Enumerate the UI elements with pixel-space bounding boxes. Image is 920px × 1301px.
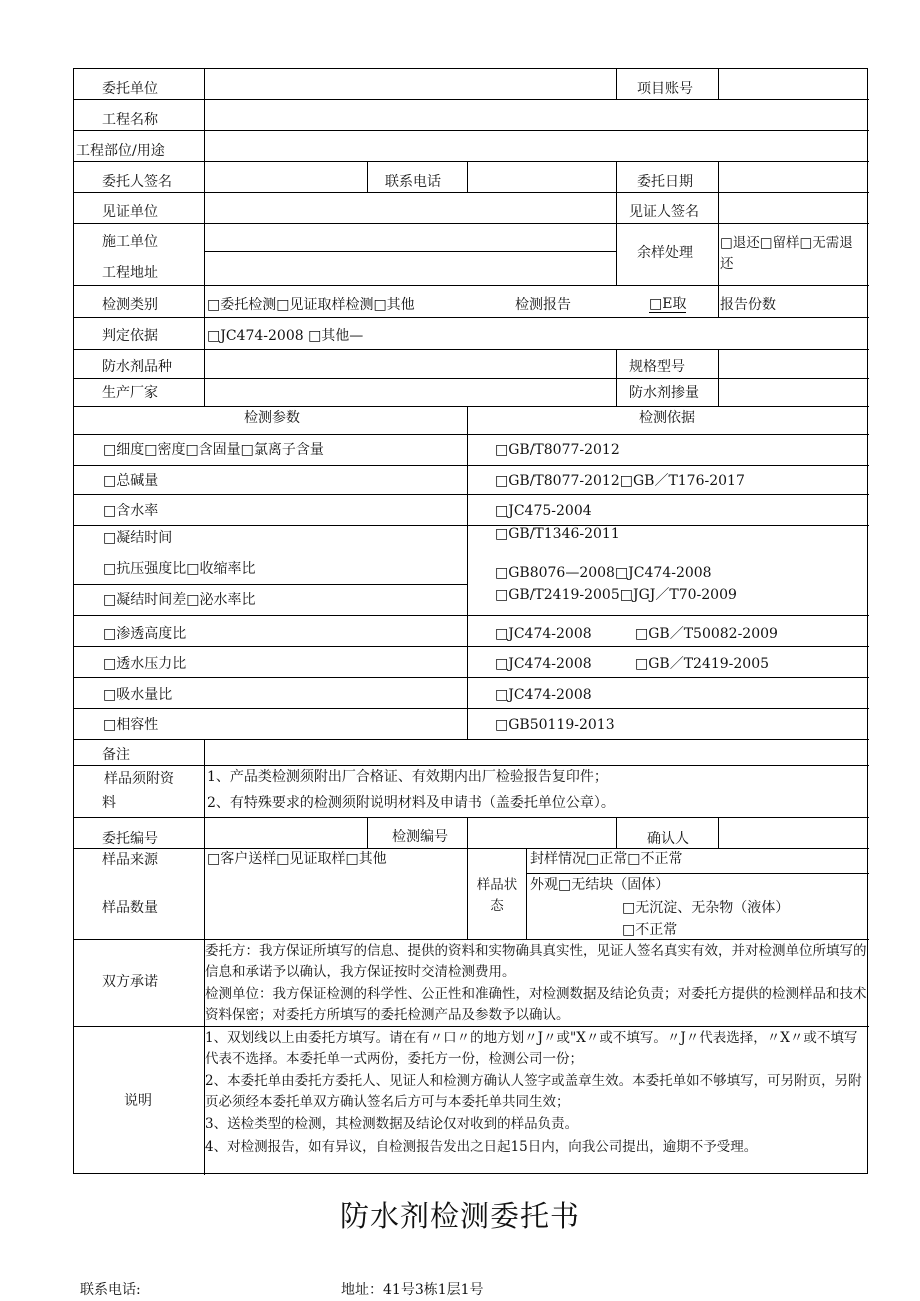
param-row[interactable]: □相容性 [103,717,159,733]
confirm-label: 确认人 [647,831,689,847]
leftover-options[interactable]: □退还□留样□无需退还 [720,235,853,272]
attach-line-1: 1、产品类检测须附出厂合格证、有效期内出厂检验报告复印件； [207,769,608,785]
promise-label: 双方承诺 [102,974,158,990]
source-options[interactable]: □客户送样□见证取样□其他 [207,851,387,867]
qty-label: 样品数量 [102,900,158,916]
attach-label-2: 料 [102,795,116,811]
basis-row[interactable]: □JC475-2004 [495,503,592,519]
note-3: 3、送检类型的检测，其检测数据及结论仅对收到的样品负责。 [205,1116,579,1132]
note-2: 2、本委托单由委托方委托人、见证人和检测方确认人签字或盖章生效。本委托单如不够填写，可另附页，另附页必须经本委托单双方确认签名后方可与本委托单共同生效； [205,1073,862,1110]
source-label: 样品来源 [102,852,158,868]
col-param-heading: 检测参数 [244,410,300,426]
basis-row-alt[interactable]: □GB／T50082-2009 [635,626,778,642]
phone-label: 联系电话 [385,174,441,190]
test-type-options[interactable]: □委托检测□见证取样检测□其他 [207,297,415,313]
order-no-label: 委托编号 [102,831,158,847]
state-label: 样品状态 [476,877,518,914]
basis-label: 判定依据 [102,328,158,344]
param-row[interactable]: □透水压力比 [103,656,187,672]
col-basis-heading: 检测依据 [639,410,695,426]
attach-label-1: 样品须附资 [104,771,174,787]
test-no-label: 检测编号 [392,829,448,845]
commission-form [73,68,868,1174]
look-liquid[interactable]: □无沉淀、无杂物（液体） [622,900,790,916]
document-title: 防水剂检测委托书 [339,1199,580,1233]
basis-row[interactable]: □GB50119-2013 [495,717,615,733]
test-type-label: 检测类别 [102,297,158,313]
leftover-label: 余样处理 [637,245,693,261]
look-abnormal[interactable]: □不正常 [622,922,678,938]
footer-address: 地址：41号3栋1层1号 [341,1282,484,1298]
param-row[interactable]: □渗透高度比 [103,626,187,642]
date-label: 委托日期 [637,174,693,190]
construction-label: 施工单位 [102,234,158,250]
witness-unit-label: 见证单位 [102,204,158,220]
report-option[interactable]: □E取 [649,296,687,312]
spec-label: 规格型号 [629,359,685,375]
note-4: 4、对检测报告，如有异议，自检测报告发出之日起15日内，向我公司提出，逾期不予受理。 [205,1139,758,1155]
param-row[interactable]: □吸水量比 [103,687,173,703]
variety-label: 防水剂品种 [102,359,172,375]
address-label: 工程地址 [102,265,158,281]
promise-client: 委托方：我方保证所填写的信息、提供的资料和实物确具真实性，见证人签名真实有效，并对检测单位所填写的信息和承诺予以确认，我方保证按时交清检测费用。 [205,943,867,980]
attach-line-2: 2、有特殊要求的检测须附说明材料及申请书（盖委托单位公章）。 [207,795,615,811]
copies-label: 报告份数 [720,297,776,313]
look-solid[interactable]: 外观□无结块（固体） [530,877,670,893]
project-label: 工程名称 [102,112,158,128]
witness-sign-label: 见证人签名 [629,204,699,220]
basis-row[interactable]: □JC474-2008 [495,687,592,703]
notes-label: 说明 [124,1093,152,1109]
account-label: 项目账号 [637,81,693,97]
basis-row-alt[interactable]: □GB／T2419-2005 [635,656,770,672]
basis-row[interactable]: □GB/T2419-2005□JGJ／T70-2009 [495,587,737,603]
remarks-label: 备注 [102,747,130,763]
param-row[interactable]: □含水率 [103,503,159,519]
basis-row[interactable]: □JC474-2008 [495,656,592,672]
param-row[interactable]: □凝结时间 [103,530,173,546]
basis-row[interactable]: □GB/T8077-2012□GB／T176-2017 [495,473,745,489]
dosage-label: 防水剂掺量 [629,385,699,401]
footer-phone: 联系电话: [80,1282,141,1298]
signer-label: 委托人签名 [102,174,172,190]
basis-options[interactable]: □JC474-2008 □其他— [207,328,364,344]
param-row[interactable]: □抗压强度比□收缩率比 [103,561,256,577]
param-row[interactable]: □凝结时间差□泌水率比 [103,592,256,608]
basis-row[interactable]: □GB/T8077-2012 [495,442,620,458]
basis-row[interactable]: □GB/T1346-2011 [495,526,620,542]
param-row[interactable]: □总碱量 [103,473,159,489]
client-label: 委托单位 [102,81,158,97]
promise-lab: 检测单位：我方保证检测的科学性、公正性和准确性，对检测数据及结论负责；对委托方提供的检测样品和技术资料保密；对委托方所填写的委托检测产品及参数予以确认。 [205,986,867,1023]
seal-options[interactable]: 封样情况□正常□不正常 [530,851,683,867]
basis-row[interactable]: □GB8076—2008□JC474-2008 [495,565,712,581]
note-1: 1、双划线以上由委托方填写。请在有〃口〃的地方划〃J〃或"X〃或不填写。〃J〃代表选择，〃X〃或不填写代表不选择。本委托单一式两份，委托方一份，检测公司一份； [205,1030,858,1067]
part-label: 工程部位/用途 [76,143,165,159]
basis-row[interactable]: □JC474-2008 [495,626,592,642]
maker-label: 生产厂家 [102,385,158,401]
report-label: 检测报告 [515,297,571,313]
param-row[interactable]: □细度□密度□含固量□氯离子含量 [103,442,324,458]
